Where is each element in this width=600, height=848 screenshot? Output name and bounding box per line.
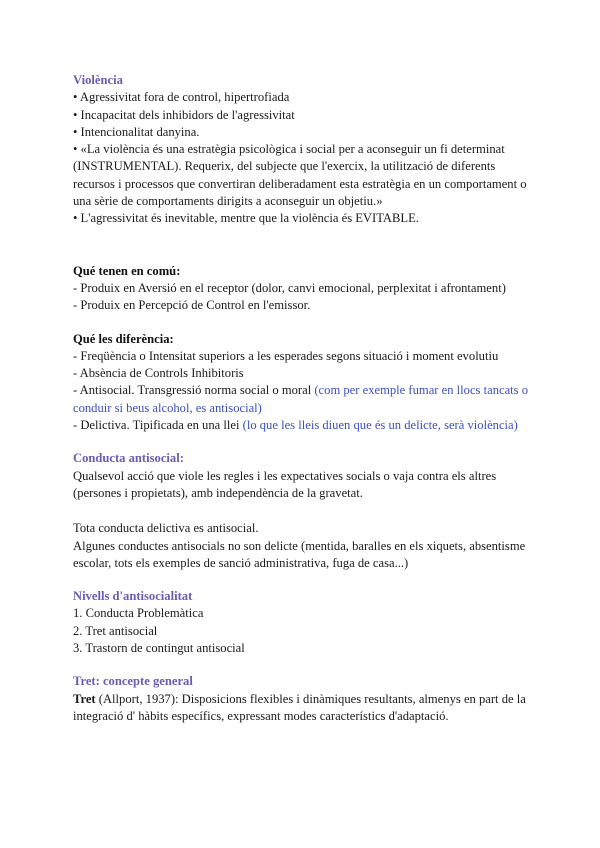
tret-definition (73, 691, 540, 726)
nivells-item-3: 3. Trastorn de contingut antisocial (73, 641, 245, 656)
diferencia-heading: Qué les diferència: (73, 331, 174, 346)
antisocial-note: (com per exemple fumar en llocs tancats o conduir si beus alcohol, es antisocial) (73, 383, 529, 415)
tret-heading: Tret: concepte general (73, 674, 193, 689)
antisocial-definition: - Antisocial. Transgressió norma social o moral (73, 383, 315, 398)
violencia-heading: Violència (73, 73, 123, 87)
delictiva-definition: - Delictiva. Tipificada en una llei (73, 418, 243, 433)
nivells-item-2: 2. Tret antisocial (73, 623, 158, 638)
nivells-item-1: 1. Conducta Problemàtica (73, 606, 204, 621)
delictiva-note: (lo que les lleis diuen que és un delicte, serà violència) (242, 418, 518, 433)
antisocial-heading: Conducta antisocial: (73, 451, 184, 466)
antisocial-paragraph-3: Algunes conductes antisocials no son delicte (mentida, baralles en els xiquets, absentisme escolar, tots els exemples de sanció administrativa, fuga de casa...) (73, 538, 526, 570)
diferencia-line-2: - Absència de Controls Inhibitoris (73, 366, 244, 381)
nivells-heading: Nivells d'antisocialitat (73, 589, 193, 604)
comu-heading: Qué tenen en comú: (73, 263, 181, 278)
antisocial-paragraph-2: Tota conducta delictiva es antisocial. (73, 521, 259, 536)
comu-line-1: - Produix en Aversió en el receptor (dolor, canvi emocional, perplexitat i afrontament) (73, 280, 506, 295)
antisocial-paragraph-1: Qualsevol acció que viole les regles i les expectatives socials o vaja contra els altres (persones i propietats), amb independència de la gravetat. (73, 468, 497, 500)
diferencia-line-4 (73, 417, 540, 434)
violencia-bullet-1: • Agressivitat fora de control, hipertrofiada (73, 90, 290, 105)
tret-text: (Allport, 1937): Disposicions flexibles i dinàmiques resultants, almenys en part de la integració d' hàbits específics, expressant modes característics d'adaptació. (73, 691, 526, 723)
violencia-bullet-3: • Intencionalitat danyina. (73, 124, 200, 139)
violencia-bullet-4: • «La violència és una estratègia psicològica i social per a aconseguir un fi determinat (INSTRUMENTAL). Requerix, del subjecte que l'exercix, la utilització de diferents recursos i processos que convertiran deliberadament esta estratègia en un comportament o una sèrie de comportaments dirigits a aconseguir un objetiu.» (73, 142, 527, 209)
violencia-bullet-2: • Incapacitat dels inhibidors de l'agressivitat (73, 107, 295, 122)
violencia-bullet-5: • L'agressivitat és inevitable, mentre que la violència és EVITABLE. (73, 211, 419, 226)
diferencia-line-3 (73, 382, 540, 417)
comu-line-2: - Produix en Percepció de Control en l'emissor. (73, 298, 311, 313)
tret-term: Tret (73, 691, 96, 706)
diferencia-line-1: - Freqüència o Intensitat superiors a les esperades segons situació i moment evolutiu (73, 348, 499, 363)
